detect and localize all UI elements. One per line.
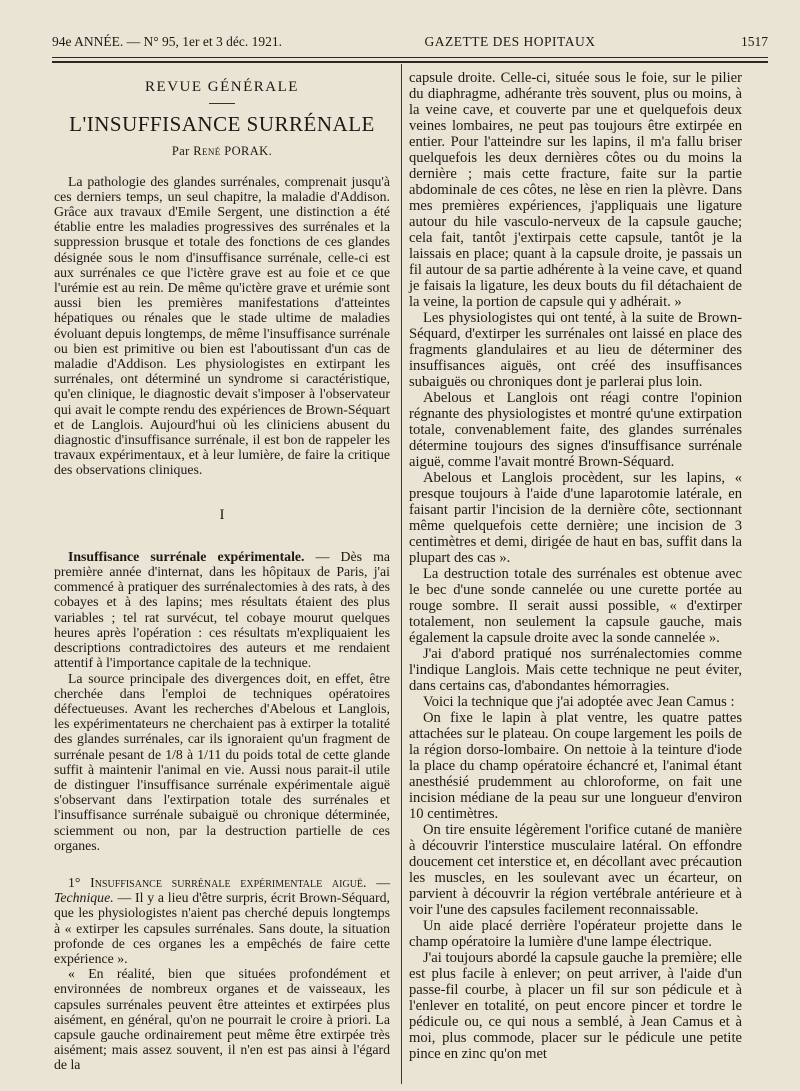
right-paragraph-4: Abelous et Langlois procèdent, sur les lapins, « presque toujours à l'aide d'une laparotomie latérale, en faisant partir l'incision de la dernière côte, sectionnant même quelquefois cette dernière; une incision de 3 centimètres et demi, dirigée de haut en bas, suffit dans la plupart des cas ».	[409, 470, 742, 566]
intro-paragraph: La pathologie des glandes surrénales, comprenait jusqu'à ces derniers temps, un seul chapitre, la maladie d'Addison. Grâce aux travaux d'Emile Sergent, une distinction a été établie entre les maladies progressives des surrénales et la suppression brusque et totale des fonctions de ces glandes désignée sous le nom d'insuffisance surrénale, celle-ci est aux surrénales ce que l'ictère grave est au foie et ce que l'urémie est au rein. De même qu'ictère grave et urémie sont aussi bien les premières manifestations d'atteintes hépatiques ou rénales que le stade ultime de maladies évoluant depuis longtemps, de même l'insuffisance surrénale ou bien est primitive ou bien est l'aboutissant d'un cas de maladie d'Addison. Les physiologistes en extirpant les surrénales, ont déterminé un syndrome si caractéristique, qu'en clinique, le diagnostic devait s'imposer à l'observateur qui avait le compte rendu des expériences de Brown-Séquart et de Langlois. Aujourd'hui où les cliniciens abusent du diagnostic d'insuffisance surrénale, il est bon de rappeler les travaux expérimentaux, et à leur lumière, de faire la critique des observations cliniques.	[54, 173, 390, 478]
right-paragraph-2: Les physiologistes qui ont tenté, à la suite de Brown-Séquard, d'extirper les surrénales ont laissé en place des fragments glandulaires et au lieu de déterminer des insuffisances aiguës, ont créé des insuffisances subaiguës ou chroniques dont je parlerai plus loin.	[409, 310, 742, 390]
journal-title: GAZETTE DES HOPITAUX	[424, 34, 596, 49]
subsection-paragraph-1-text: — Il y a lieu d'être surpris, écrit Brown-Séquard, que les physiologistes n'aient pas cherché depuis longtemps à « extirper les capsules surrénales. Sans doute, la situation profonde de ces organes les a empêchés de faire cette expérience ».	[54, 890, 390, 966]
page-header	[52, 34, 768, 54]
section-paragraph-1-text: — Dès ma première année d'internat, dans les hôpitaux de Paris, j'ai commencé à pratiquer des surrénalectomies à des rats, à des cobayes et à des lapins; mes résultats étaient des plus variables ; tel rat survécut, tel cobaye mourut quelques heures après l'opération : ces résultats m'expliquaient les descriptions contradictoires des auteurs et me rendaient attentif à l'importance capitale de la technique.	[54, 548, 391, 671]
section-label: REVUE GÉNÉRALE	[145, 79, 299, 95]
right-paragraph-10: Un aide placé derrière l'opérateur projette dans le champ opératoire la lumière d'une lampe électrique.	[409, 918, 742, 950]
right-paragraph-6: J'ai d'abord pratiqué nos surrénalectomies comme l'indique Langlois. Mais cette technique ne peut éviter, dans certains cas, d'abondantes hémorragies.	[409, 646, 742, 694]
issue-info: 94e ANNÉE. — N° 95, 1er et 3 déc. 1921.	[52, 34, 282, 49]
right-paragraph-8: On fixe le lapin à plat ventre, les quatre pattes attachées sur le plateau. On coupe largement les poils de la région dorso-lombaire. On nettoie à la teinture d'iode la place du champ opératoire échancré et, l'animal étant anesthésié prudemment au chloroforme, on fait une incision médiane de la peau sur une longueur d'environ 10 centimètres.	[409, 710, 742, 822]
right-paragraph-1: capsule droite. Celle-ci, située sous le foie, sur le pilier du diaphragme, adhérante très souvent, plus ou moins, à la veine cave, et couverte par une et quelquefois deux veines lombaires, ne peut pas toujours être extirpée en entier. Pour l'atteindre sur les lapins, il m'a fallu briser quelquefois les deux dernières côtes ou du moins la dernière ; mais cette fracture, faite sur la partie abdominale de ces côtes, ne lèse en rien la plèvre. Dans mes premières expériences, j'appliquais une ligature autour du hile vasculo-nerveux de la capsule gauche; cela fait, tantôt j'extirpais cette capsule, tantôt je la laissais en place; quant à la capsule droite, je passais un fil autour de sa partie adhérente à la veine cave, et quand je faisais la ligature, les deux bouts du fil détachaient de la veine, la portion de capsule qui y adhérait. »	[409, 70, 742, 310]
author-prefix: Par	[171, 144, 190, 159]
right-paragraph-7: Voici la technique que j'ai adoptée avec Jean Camus :	[423, 694, 735, 710]
right-paragraph-5: La destruction totale des surrénales est obtenue avec le bec d'une sonde cannelée ou une curette portée au rouge sombre. Il serait aussi possible, « d'extirper totalement, non seulement la capsule gauche, mais également la capsule droite avec la sonde cannelée ».	[409, 566, 742, 646]
right-paragraph-11: J'ai toujours abordé la capsule gauche la première; elle est plus facile à enlever; on peut arriver, à l'aide d'un passe-fil courbe, à placer un fil sur son pédicule et à l'enlever en totalité, on peut encore pincer et tordre le pédicule ou, ce qui nous a semblé, à Jean Camus et à moi, plus commode, placer sur le pédicule une petite pince en zinc qu'on met	[409, 950, 742, 1062]
left-column	[54, 70, 390, 1073]
article-title: L'INSUFFISANCE SURRÉNALE	[69, 112, 375, 137]
right-paragraph-9: On tire ensuite légèrement l'orifice cutané de manière à découvrir l'interstice musculaire latéral. On effondre doucement cet interstice et, en décollant avec précaution les muscles, en les soulevant avec un écarteur, on parvient à découvrir la région vertébrale antérieure et à voir l'une des capsules facilement reconnaissable.	[409, 822, 742, 918]
page-number: 1517	[741, 34, 768, 49]
article-author	[54, 144, 390, 159]
right-paragraph-3: Abelous et Langlois ont réagi contre l'opinion régnante des physiologistes et montré qu'une extirpation totale, convenablement faite, des glandes surrénales détermine toujours des signes d'insuffisance surrénale aiguë, comme l'avait montré Brown-Séquard.	[409, 390, 742, 470]
subsection-heading: 1° Insuffisance surrénale expérimentale aiguë.	[68, 874, 367, 890]
subsection-technique: Technique.	[54, 890, 114, 906]
subsection-paragraph-1: 1° Insuffisance surrénale expérimentale aiguë. — Technique. — Il y a lieu d'être surpris, écrit Brown-Séquard, que les physiologistes n'aient pas cherché depuis longtemps à « extirper les capsules surrénales. Sans doute, la situation profonde de ces organes les a empêchés de faire cette expérience ».	[54, 874, 391, 966]
right-column	[409, 70, 742, 1062]
title-divider	[209, 103, 235, 104]
section-paragraph-1	[54, 549, 390, 671]
header-rule-thin	[52, 57, 768, 58]
section-paragraph-2: La source principale des divergences doit, en effet, être cherchée dans l'emploi de techniques opératoires défectueuses. Avant les recherches d'Abelous et Langlois, les expérimentateurs ne cherchaient pas à extirper la totalité des glandes surrénales, car ils ignoraient qu'un fragment de surrénale pesant de 1/8 à 1/11 du poids total de cette glande suffit à maintenir l'animal en vie. Aussi nous parait-il utile de distinguer l'insuffisance surrénale expérimentale aiguë s'observant dans l'extirpation totale des surrénales et l'insuffisance surrénale subaiguë ou chronique déterminée, sciemment ou non, par la destruction partielle de ces organes.	[54, 670, 390, 853]
column-separator	[401, 64, 402, 1084]
author-name: René PORAK.	[193, 144, 273, 159]
section-numeral: I	[219, 506, 225, 523]
section-heading: Insuffisance surrénale expérimentale.	[68, 548, 305, 564]
subsection-paragraph-2: « En réalité, bien que situées profondément et environnées de nombreux organes et de vaisseaux, les capsules surrénales peuvent être atteintes et extirpées plus aisément, en général, qu'on ne pourrait le croire à priori. La capsule gauche ordinairement peut même être extirpée très aisément; mais assez souvent, il n'en est pas ainsi à l'égard de la	[54, 966, 390, 1073]
header-rule-thick	[52, 61, 768, 63]
